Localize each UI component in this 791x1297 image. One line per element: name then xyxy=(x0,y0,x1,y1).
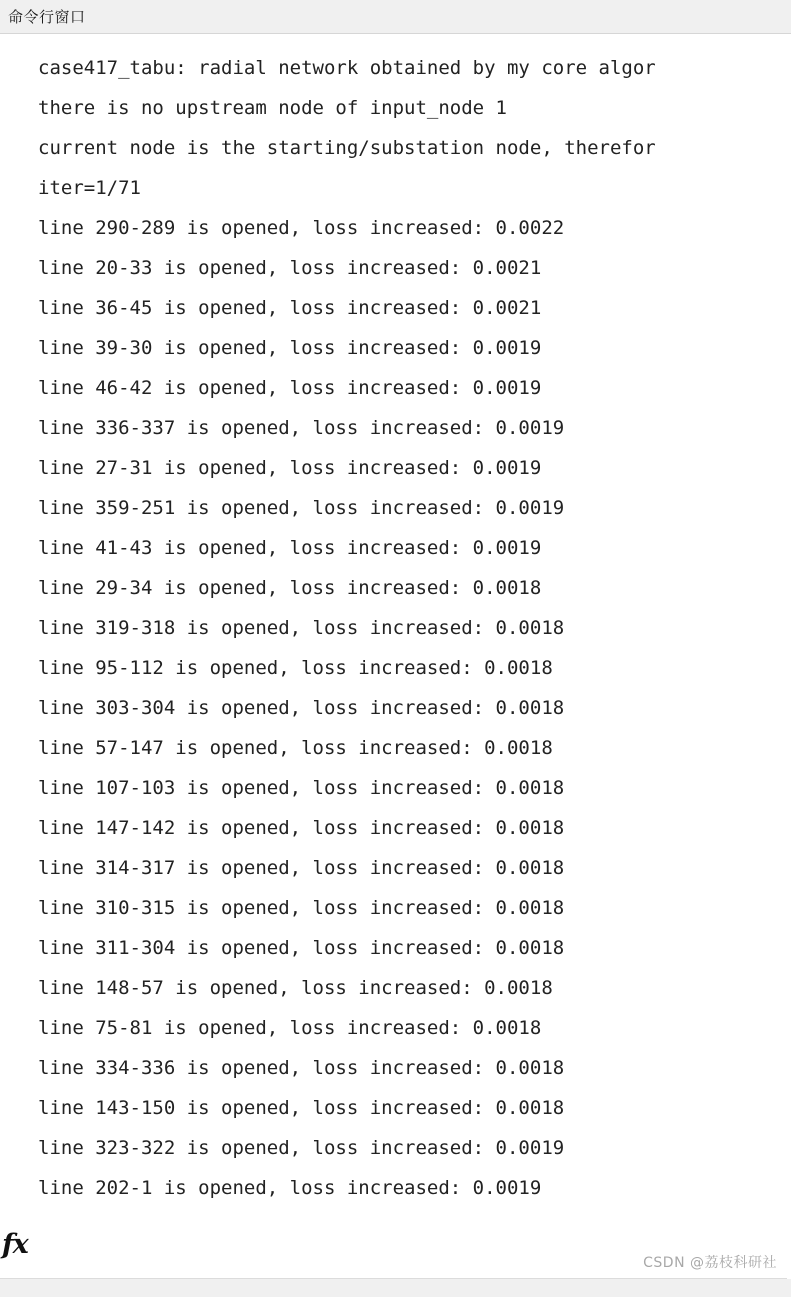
console-line: case417_tabu: radial network obtained by my core algor xyxy=(38,57,656,79)
console-output-lines xyxy=(0,34,791,1278)
window-right-edge xyxy=(787,34,791,1279)
console-line: line 336-337 is opened, loss increased: 0.0019 xyxy=(38,417,565,439)
console-line: line 20-33 is opened, loss increased: 0.0021 xyxy=(38,257,542,279)
window-titlebar xyxy=(0,0,791,34)
console-line: line 107-103 is opened, loss increased: 0.0018 xyxy=(38,777,565,799)
console-line: line 36-45 is opened, loss increased: 0.0021 xyxy=(38,297,542,319)
console-line: line 39-30 is opened, loss increased: 0.0019 xyxy=(38,337,542,359)
console-line: line 57-147 is opened, loss increased: 0.0018 xyxy=(38,737,553,759)
fx-icon: fx xyxy=(2,1229,28,1260)
watermark-label: CSDN @荔枝科研社 xyxy=(643,1255,777,1271)
console-line: line 27-31 is opened, loss increased: 0.0019 xyxy=(38,457,542,479)
console-line: line 314-317 is opened, loss increased: 0.0018 xyxy=(38,857,565,879)
console-line: line 29-34 is opened, loss increased: 0.0018 xyxy=(38,577,542,599)
console-line: current node is the starting/substation node, therefor xyxy=(38,137,656,159)
console-line: line 75-81 is opened, loss increased: 0.0018 xyxy=(38,1017,542,1039)
window-title: 命令行窗口 xyxy=(8,8,86,26)
console-line: line 334-336 is opened, loss increased: 0.0018 xyxy=(38,1057,565,1079)
console-line: line 143-150 is opened, loss increased: 0.0018 xyxy=(38,1097,565,1119)
console-line: line 323-322 is opened, loss increased: 0.0019 xyxy=(38,1137,565,1159)
console-output-area[interactable] xyxy=(0,34,791,1278)
console-line: there is no upstream node of input_node 1 xyxy=(38,97,507,119)
console-line: line 311-304 is opened, loss increased: 0.0018 xyxy=(38,937,565,959)
window-bottom-strip xyxy=(0,1278,791,1297)
console-line: line 359-251 is opened, loss increased: 0.0019 xyxy=(38,497,565,519)
console-line: line 303-304 is opened, loss increased: 0.0018 xyxy=(38,697,565,719)
console-line: line 319-318 is opened, loss increased: 0.0018 xyxy=(38,617,565,639)
console-line: line 310-315 is opened, loss increased: 0.0018 xyxy=(38,897,565,919)
console-line: line 46-42 is opened, loss increased: 0.0019 xyxy=(38,377,542,399)
console-line: line 202-1 is opened, loss increased: 0.0019 xyxy=(38,1177,542,1199)
console-line: line 41-43 is opened, loss increased: 0.0019 xyxy=(38,537,542,559)
console-line: line 290-289 is opened, loss increased: 0.0022 xyxy=(38,217,565,239)
console-line: line 147-142 is opened, loss increased: 0.0018 xyxy=(38,817,565,839)
console-line: line 95-112 is opened, loss increased: 0.0018 xyxy=(38,657,553,679)
console-line: line 148-57 is opened, loss increased: 0.0018 xyxy=(38,977,553,999)
console-line: iter=1/71 xyxy=(38,177,141,199)
